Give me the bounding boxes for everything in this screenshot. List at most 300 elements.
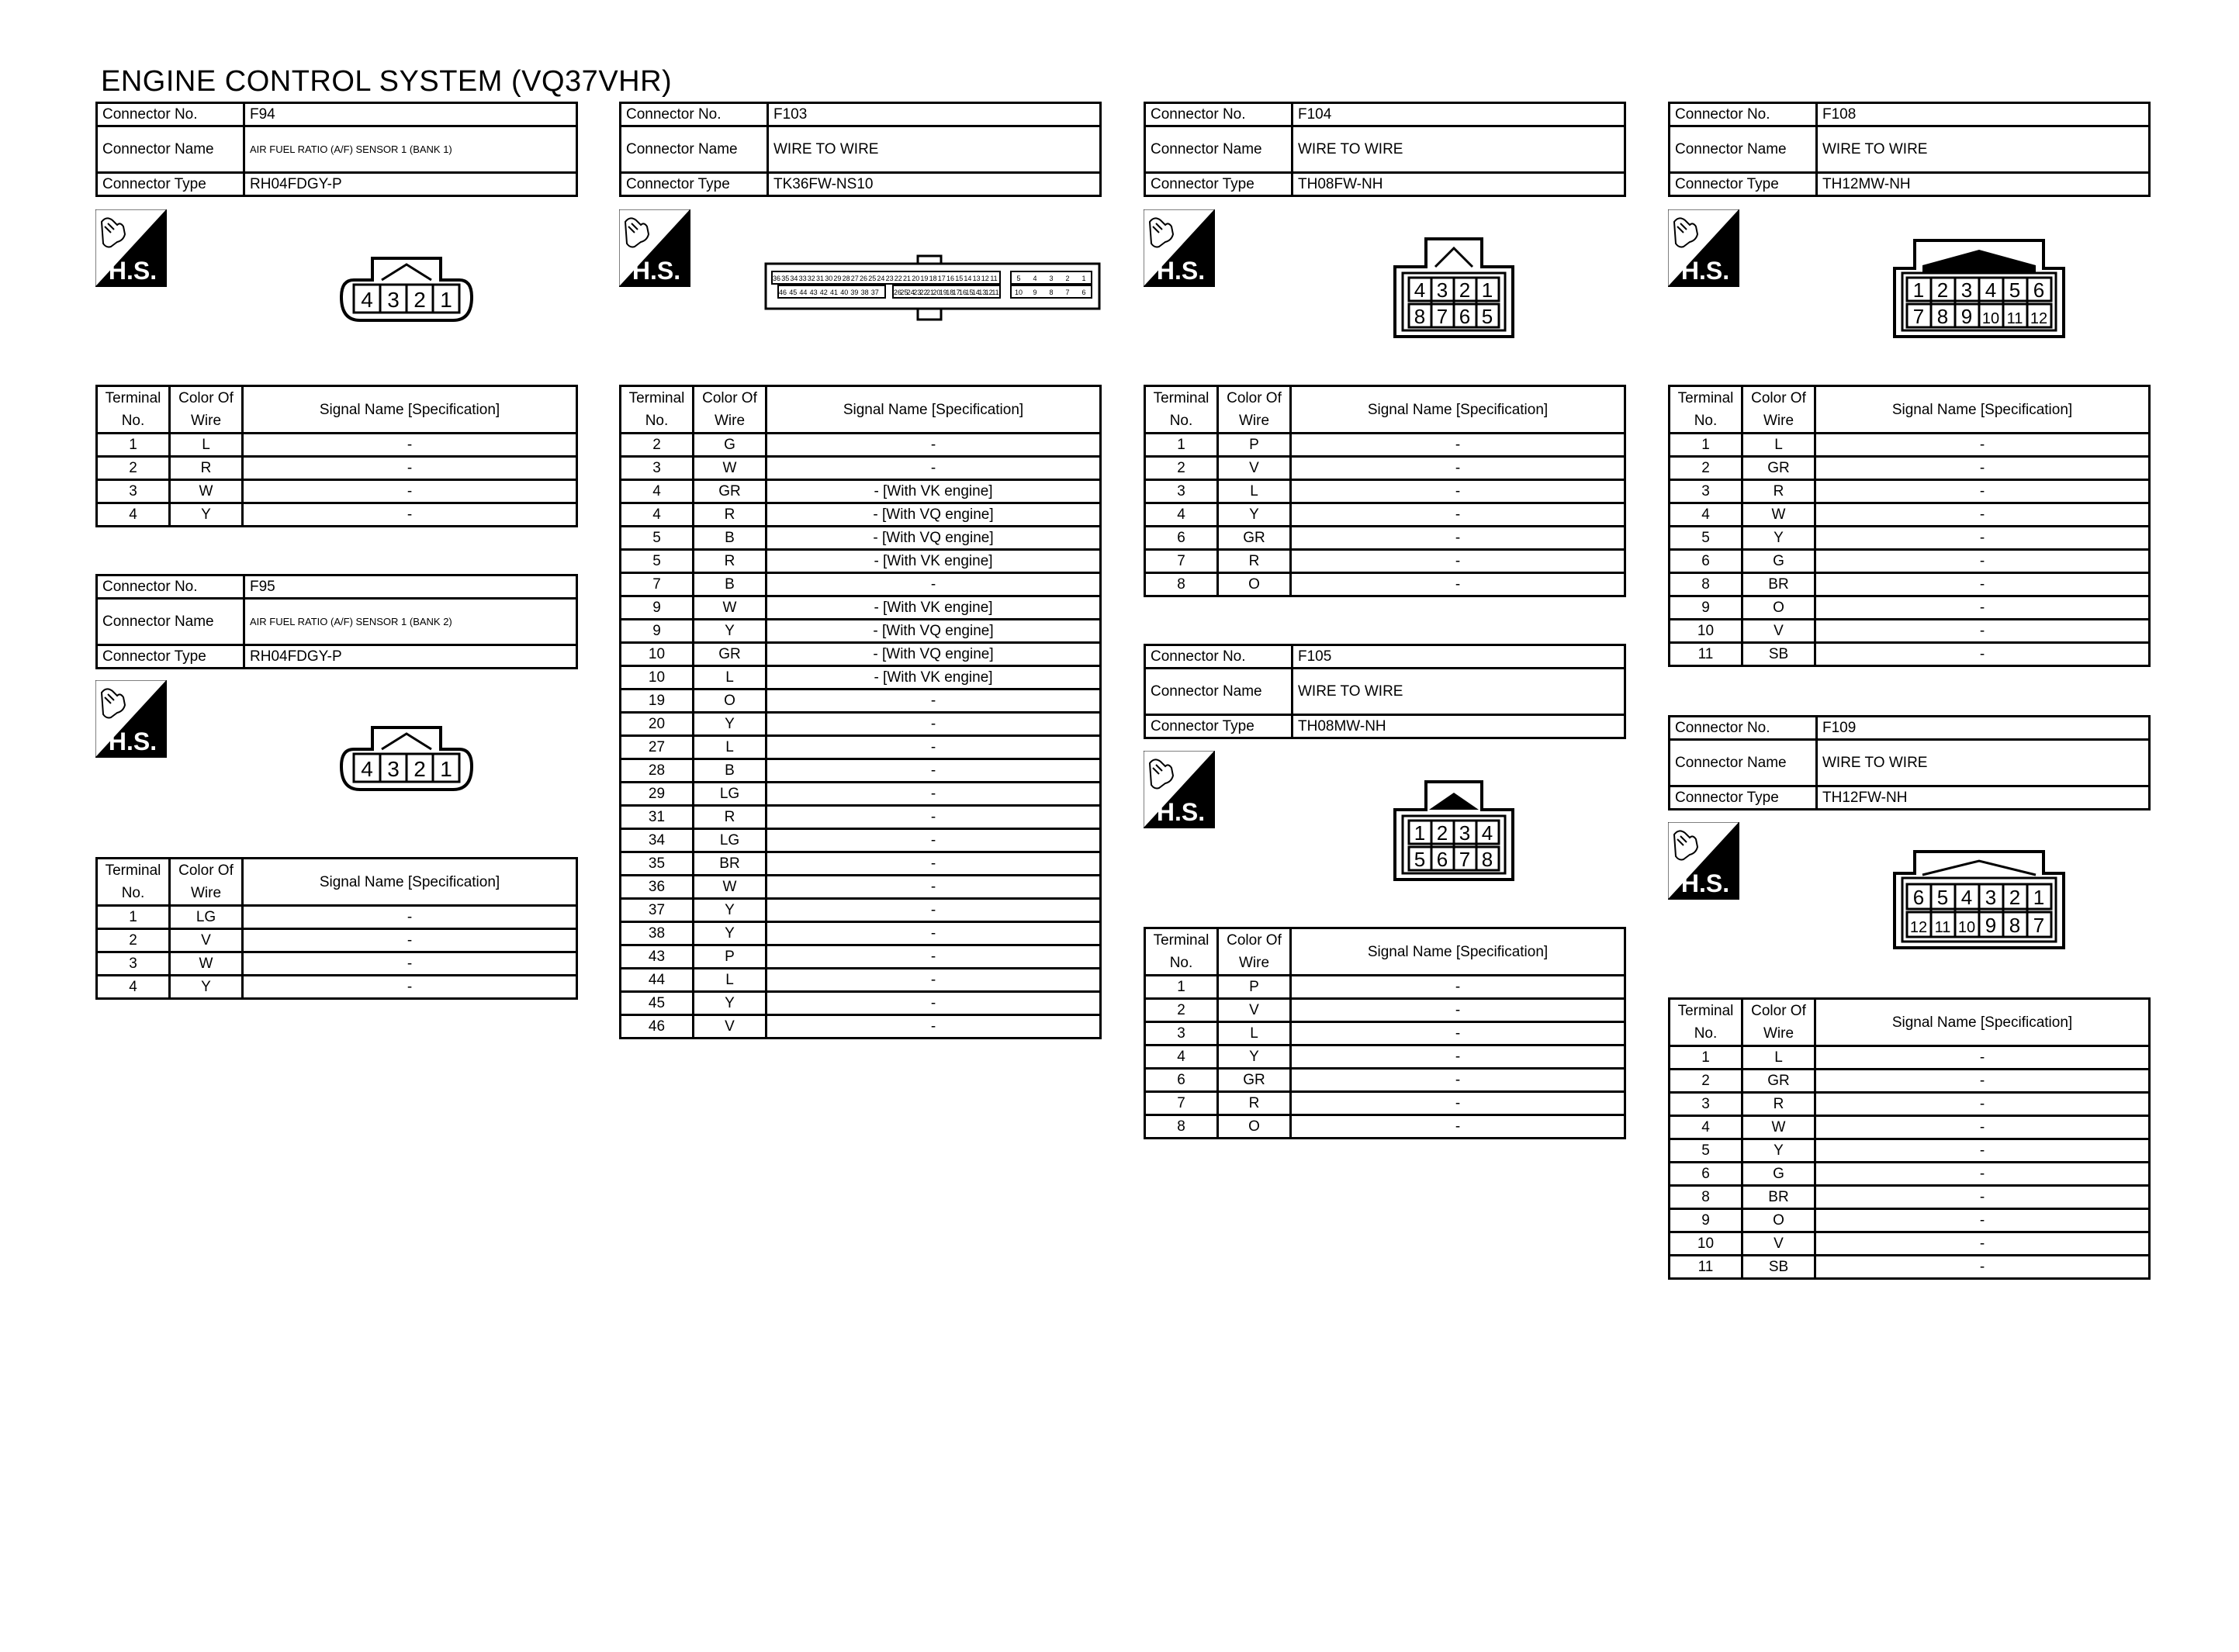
table-row	[1670, 1232, 2150, 1256]
terminal-no-cell: 11	[1670, 1256, 1742, 1279]
signal-name-cell: -	[767, 573, 1101, 596]
hs-label: H.S.	[1680, 869, 1730, 897]
hs-harness-side-icon	[95, 680, 167, 758]
pin-label: 12	[985, 289, 993, 296]
pin-label: 16	[958, 289, 967, 296]
terminal-no-cell: 28	[621, 759, 694, 783]
terminal-no-cell: 8	[1670, 1186, 1742, 1209]
terminal-no-cell: 27	[621, 736, 694, 759]
signal-name-cell: -	[1815, 1209, 2150, 1232]
signal-name-cell: -	[1815, 1139, 2150, 1163]
table-row	[621, 573, 1101, 596]
terminal-no-cell: 6	[1670, 1163, 1742, 1186]
connector-face-f109	[1891, 848, 2067, 951]
pin-label: 26	[893, 289, 902, 296]
signal-name-cell: -	[767, 759, 1101, 783]
terminal-no-cell: 6	[1145, 527, 1218, 550]
pin-label: 22	[894, 275, 902, 282]
wire-color-cell: L	[1218, 1022, 1291, 1045]
pin-label: 13	[972, 275, 981, 282]
connector-info-f108	[1668, 102, 2151, 197]
label-connector-type: Connector Type	[1670, 173, 1817, 196]
pin-label: 25	[868, 275, 877, 282]
wire-color-cell: GR	[1218, 527, 1291, 550]
connector-info-f109	[1668, 715, 2151, 810]
pin-label: 11	[990, 275, 998, 282]
connector-no-value: F108	[1817, 103, 2150, 126]
table-row	[621, 457, 1101, 480]
header-color-of-wire: Color Of Wire	[1742, 386, 1815, 434]
hs-label: H.S.	[1156, 798, 1206, 826]
signal-name-cell: -	[1815, 620, 2150, 643]
terminal-no-cell: 3	[1145, 480, 1218, 503]
signal-name-cell: -	[767, 852, 1101, 876]
svg-text:5: 5	[1936, 886, 1949, 909]
wire-color-cell: B	[694, 527, 767, 550]
connector-no-value: F95	[244, 575, 577, 599]
svg-text:11: 11	[1934, 919, 1951, 936]
terminal-no-cell: 9	[1670, 1209, 1742, 1232]
signal-name-cell: -	[1815, 596, 2150, 620]
connector-face-f105	[1392, 779, 1516, 883]
pin-label: 2	[414, 757, 426, 781]
header-signal-name: Signal Name [Specification]	[1815, 999, 2150, 1046]
wire-color-cell: SB	[1742, 643, 1815, 666]
terminal-no-cell: 3	[621, 457, 694, 480]
wire-color-cell: Y	[1218, 1045, 1291, 1069]
terminal-no-cell: 9	[621, 620, 694, 643]
wire-color-cell: W	[694, 596, 767, 620]
pin-label: 16	[946, 275, 955, 282]
wire-color-cell: V	[1742, 1232, 1815, 1256]
signal-name-cell: -	[767, 945, 1101, 969]
wire-color-cell: SB	[1742, 1256, 1815, 1279]
header-signal-name: Signal Name [Specification]	[243, 386, 577, 434]
table-row	[1145, 573, 1625, 596]
terminal-no-cell: 5	[621, 550, 694, 573]
connector-type-value: TH08MW-NH	[1293, 715, 1625, 738]
label-connector-no: Connector No.	[1145, 645, 1293, 669]
page-title: ENGINE CONTROL SYSTEM (VQ37VHR)	[101, 65, 673, 98]
svg-text:7: 7	[1436, 305, 1448, 328]
table-row	[1670, 1163, 2150, 1186]
table-row: 1 LG -	[97, 906, 577, 929]
connector-face-f94	[338, 252, 475, 327]
pin-label: 39	[850, 289, 859, 296]
terminal-no-cell: 3	[1670, 1093, 1742, 1116]
header-color-of-wire: Color Of Wire	[1742, 999, 1815, 1046]
svg-text:9: 9	[1985, 914, 1997, 937]
svg-text:8: 8	[1414, 305, 1426, 328]
terminal-no-cell: 10	[621, 643, 694, 666]
terminal-no-cell: 3	[1670, 480, 1742, 503]
header-signal-name: Signal Name [Specification]	[767, 386, 1101, 434]
wire-color-cell: Y	[694, 899, 767, 922]
signal-name-cell: -	[1815, 573, 2150, 596]
table-row	[1670, 550, 2150, 573]
table-row: 4 Y -	[97, 976, 577, 999]
signal-name-cell: -	[1815, 1093, 2150, 1116]
wire-color-cell: Y	[694, 713, 767, 736]
signal-name-cell: -	[1815, 550, 2150, 573]
pin-label: 15	[955, 275, 964, 282]
signal-name-cell: -	[767, 434, 1101, 457]
signal-name-cell: -	[1815, 457, 2150, 480]
svg-text:4: 4	[1481, 821, 1493, 845]
signal-name-cell: -	[1291, 550, 1625, 573]
table-row	[621, 852, 1101, 876]
terminal-no-cell: 5	[1670, 1139, 1742, 1163]
signal-name-cell: -	[1291, 976, 1625, 999]
terminal-no-cell: 2	[1670, 457, 1742, 480]
table-row	[621, 899, 1101, 922]
pin-label: 30	[825, 275, 833, 282]
wire-color-cell: L	[1742, 1046, 1815, 1070]
connector-type-value: RH04FDGY-P	[244, 645, 577, 669]
pin-label: 12	[981, 275, 989, 282]
connector-face-f104	[1392, 236, 1516, 340]
connector-face-f95	[338, 721, 475, 796]
wire-color-cell: R	[1742, 480, 1815, 503]
wire-color-cell: W	[694, 457, 767, 480]
pin-label: 9	[1033, 289, 1037, 296]
signal-name-cell: -	[767, 876, 1101, 899]
header-signal-name: Signal Name [Specification]	[1815, 386, 2150, 434]
wire-color-cell: LG	[694, 783, 767, 806]
pin-label: 20	[912, 275, 920, 282]
pin-label: 24	[906, 289, 915, 296]
header-color-of-wire: Color Of Wire	[170, 386, 243, 434]
header-terminal-no: Terminal No.	[1670, 999, 1742, 1046]
header-signal-name: Signal Name [Specification]	[243, 859, 577, 906]
pin-label: 18	[946, 289, 954, 296]
connector-info-f95	[95, 574, 578, 669]
signal-name-cell: -	[1815, 503, 2150, 527]
wire-color-cell: V	[694, 1015, 767, 1039]
terminal-no-cell: 4	[1670, 503, 1742, 527]
label-connector-no: Connector No.	[97, 103, 244, 126]
connector-info-f94	[95, 102, 578, 197]
wire-color-cell: Y	[694, 620, 767, 643]
signal-name-cell: -	[767, 829, 1101, 852]
table-row	[1670, 1139, 2150, 1163]
signal-name-cell: -	[1291, 1045, 1625, 1069]
svg-text:6: 6	[1912, 886, 1925, 909]
connector-type-value: TH12MW-NH	[1817, 173, 2150, 196]
wire-color-cell: GR	[1742, 457, 1815, 480]
pin-label: 23	[913, 289, 922, 296]
terminal-no-cell: 2	[621, 434, 694, 457]
table-row	[1670, 1209, 2150, 1232]
wire-color-cell: V	[1218, 457, 1291, 480]
terminal-no-cell: 19	[621, 689, 694, 713]
table-row	[1670, 527, 2150, 550]
hs-label: H.S.	[108, 257, 157, 285]
table-row	[621, 550, 1101, 573]
header-terminal-no: Terminal No.	[97, 386, 170, 434]
signal-name-cell: -	[1815, 1256, 2150, 1279]
hs-harness-side-icon	[1668, 209, 1739, 287]
connector-name-value: AIR FUEL RATIO (A/F) SENSOR 1 (BANK 1)	[244, 126, 577, 173]
table-row	[621, 806, 1101, 829]
signal-name-cell: -	[767, 969, 1101, 992]
terminal-no-cell: 4	[1670, 1116, 1742, 1139]
wire-color-cell: Y	[694, 922, 767, 945]
signal-name-cell: -	[767, 899, 1101, 922]
wire-color-cell: G	[694, 434, 767, 457]
signal-name-cell: -	[1815, 1046, 2150, 1070]
connector-name-value: WIRE TO WIRE	[1293, 669, 1625, 715]
terminal-no-cell: 1	[1670, 434, 1742, 457]
svg-text:1: 1	[2033, 886, 2045, 909]
terminal-no-cell: 43	[621, 945, 694, 969]
table-row	[621, 620, 1101, 643]
signal-name-cell: - [With VK engine]	[767, 666, 1101, 689]
wire-color-cell: LG	[694, 829, 767, 852]
svg-text:6: 6	[1459, 305, 1471, 328]
terminal-table-f104	[1144, 385, 1626, 597]
wire-color-cell: L	[1218, 480, 1291, 503]
connector-info-f105	[1144, 644, 1626, 739]
connector-info-f104	[1144, 102, 1626, 197]
terminal-no-cell: 34	[621, 829, 694, 852]
table-row	[1670, 1116, 2150, 1139]
label-connector-type: Connector Type	[1145, 173, 1293, 196]
wire-color-cell: G	[1742, 1163, 1815, 1186]
hs-label: H.S.	[632, 257, 681, 285]
wire-color-cell: B	[694, 573, 767, 596]
pin-label: 2	[1065, 275, 1070, 282]
terminal-no-cell: 10	[1670, 1232, 1742, 1256]
terminal-table-f103	[619, 385, 1102, 1039]
pin-label: 45	[789, 289, 798, 296]
terminal-no-cell: 1	[1145, 976, 1218, 999]
terminal-no-cell: 5	[1670, 527, 1742, 550]
terminal-table-f94	[95, 385, 578, 527]
pin-label: 7	[1065, 289, 1070, 296]
pin-label: 42	[819, 289, 828, 296]
wire-color-cell: L	[694, 666, 767, 689]
pin-label: 22	[919, 289, 928, 296]
signal-name-cell: -	[1291, 457, 1625, 480]
signal-name-cell: - [With VQ engine]	[767, 503, 1101, 527]
table-row	[1670, 1186, 2150, 1209]
svg-text:2: 2	[1936, 278, 1949, 302]
signal-name-cell: -	[1291, 573, 1625, 596]
pin-label: 3	[387, 288, 400, 312]
pin-label: 21	[902, 275, 912, 282]
header-terminal-no: Terminal No.	[1145, 386, 1218, 434]
hs-label: H.S.	[1156, 257, 1206, 285]
terminal-no-cell: 3	[1145, 1022, 1218, 1045]
terminal-no-cell: 2	[1670, 1070, 1742, 1093]
terminal-no-cell: 20	[621, 713, 694, 736]
wire-color-cell: R	[1218, 1092, 1291, 1115]
terminal-table-f105	[1144, 927, 1626, 1139]
terminal-no-cell: 31	[621, 806, 694, 829]
signal-name-cell: -	[1815, 643, 2150, 666]
hs-harness-side-icon	[1144, 209, 1215, 287]
wire-color-cell: L	[1742, 434, 1815, 457]
svg-text:5: 5	[2009, 278, 2021, 302]
connector-type-value: TH12FW-NH	[1817, 786, 2150, 810]
signal-name-cell: -	[767, 783, 1101, 806]
pin-label: 13	[978, 289, 987, 296]
signal-name-cell: -	[1815, 1116, 2150, 1139]
table-row	[621, 945, 1101, 969]
wire-color-cell: P	[1218, 976, 1291, 999]
terminal-no-cell: 45	[621, 992, 694, 1015]
connector-no-value: F109	[1817, 717, 2150, 740]
header-terminal-no: Terminal No.	[621, 386, 694, 434]
header-color-of-wire: Color Of Wire	[694, 386, 767, 434]
pin-label: 11	[991, 289, 999, 296]
wire-color-cell: Y	[1218, 503, 1291, 527]
terminal-table-f108	[1668, 385, 2151, 667]
pin-label: 6	[1081, 289, 1086, 296]
label-connector-type: Connector Type	[1670, 786, 1817, 810]
wire-color-cell: B	[694, 759, 767, 783]
pin-label: 21	[926, 289, 935, 296]
terminal-no-cell: 4	[621, 503, 694, 527]
pin-label: 14	[964, 275, 972, 282]
table-row	[621, 713, 1101, 736]
table-row: 2 R -	[97, 457, 577, 480]
pin-label: 17	[952, 289, 960, 296]
signal-name-cell: -	[1291, 503, 1625, 527]
wire-color-cell: O	[1218, 1115, 1291, 1139]
terminal-no-cell: 35	[621, 852, 694, 876]
wire-color-cell: L	[694, 969, 767, 992]
wire-color-cell: BR	[1742, 573, 1815, 596]
terminal-no-cell: 4	[1145, 503, 1218, 527]
label-connector-name: Connector Name	[1670, 740, 1817, 786]
terminal-no-cell: 10	[1670, 620, 1742, 643]
signal-name-cell: -	[1815, 434, 2150, 457]
pin-label: 3	[1049, 275, 1054, 282]
pin-label: 2	[414, 288, 426, 312]
table-row	[621, 1015, 1101, 1039]
svg-text:2: 2	[1436, 821, 1448, 845]
table-row	[1670, 643, 2150, 666]
svg-text:12: 12	[2030, 310, 2048, 327]
connector-name-value: AIR FUEL RATIO (A/F) SENSOR 1 (BANK 2)	[244, 599, 577, 645]
svg-text:3: 3	[1960, 278, 1973, 302]
table-row	[1145, 434, 1625, 457]
hs-harness-side-icon	[1144, 751, 1215, 828]
header-signal-name: Signal Name [Specification]	[1291, 386, 1625, 434]
signal-name-cell: -	[767, 806, 1101, 829]
connector-type-value: TH08FW-NH	[1293, 173, 1625, 196]
table-row	[621, 759, 1101, 783]
pin-label: 41	[829, 289, 839, 296]
table-row	[1145, 976, 1625, 999]
svg-text:1: 1	[1912, 278, 1925, 302]
svg-text:3: 3	[1459, 821, 1471, 845]
table-row	[1670, 573, 2150, 596]
svg-text:5: 5	[1414, 848, 1426, 871]
signal-name-cell: -	[1815, 1232, 2150, 1256]
pin-label: 4	[361, 757, 373, 781]
label-connector-name: Connector Name	[621, 126, 768, 173]
label-connector-type: Connector Type	[97, 645, 244, 669]
pin-label: 32	[807, 275, 815, 282]
signal-name-cell: -	[1291, 527, 1625, 550]
svg-text:1: 1	[1414, 821, 1426, 845]
wire-color-cell: GR	[694, 643, 767, 666]
table-row	[621, 666, 1101, 689]
terminal-no-cell: 37	[621, 899, 694, 922]
wire-color-cell: BR	[694, 852, 767, 876]
wire-color-cell: O	[694, 689, 767, 713]
pin-label: 36	[772, 275, 781, 282]
pin-label: 29	[833, 275, 842, 282]
wire-color-cell: L	[694, 736, 767, 759]
terminal-table-f95	[95, 857, 578, 1000]
pin-label: 1	[440, 288, 452, 312]
pin-label: 25	[900, 289, 908, 296]
table-row	[1670, 596, 2150, 620]
signal-name-cell: - [With VK engine]	[767, 480, 1101, 503]
table-row	[621, 689, 1101, 713]
pin-label: 38	[860, 289, 869, 296]
terminal-no-cell: 9	[1670, 596, 1742, 620]
svg-text:1: 1	[1481, 278, 1493, 302]
pin-label: 27	[850, 275, 859, 282]
table-row	[1670, 1093, 2150, 1116]
pin-label: 19	[939, 289, 947, 296]
table-row	[1145, 527, 1625, 550]
signal-name-cell: -	[767, 713, 1101, 736]
table-row	[621, 783, 1101, 806]
table-row: 1 L -	[97, 434, 577, 457]
svg-text:8: 8	[2009, 914, 2021, 937]
header-terminal-no: Terminal No.	[1145, 928, 1218, 976]
connector-face-f103	[764, 254, 1101, 324]
table-row	[1145, 480, 1625, 503]
connector-name-value: WIRE TO WIRE	[1817, 740, 2150, 786]
table-row	[621, 527, 1101, 550]
terminal-no-cell: 6	[1145, 1069, 1218, 1092]
pin-label: 3	[387, 757, 400, 781]
label-connector-no: Connector No.	[1145, 103, 1293, 126]
terminal-no-cell: 11	[1670, 643, 1742, 666]
signal-name-cell: -	[1815, 480, 2150, 503]
signal-name-cell: - [With VK engine]	[767, 596, 1101, 620]
terminal-no-cell: 5	[621, 527, 694, 550]
terminal-no-cell: 4	[1145, 1045, 1218, 1069]
signal-name-cell: -	[767, 736, 1101, 759]
pin-label: 17	[937, 275, 946, 282]
table-row	[1670, 434, 2150, 457]
table-row	[1145, 457, 1625, 480]
table-row	[1145, 1115, 1625, 1139]
wire-color-cell: W	[1742, 1116, 1815, 1139]
terminal-no-cell: 7	[621, 573, 694, 596]
pin-label: 14	[971, 289, 980, 296]
hs-label: H.S.	[1680, 257, 1730, 285]
label-connector-name: Connector Name	[97, 599, 244, 645]
svg-text:12: 12	[1909, 919, 1928, 936]
table-row	[621, 829, 1101, 852]
connector-no-value: F94	[244, 103, 577, 126]
pin-label: 26	[859, 275, 868, 282]
pin-label: 31	[815, 275, 825, 282]
signal-name-cell: - [With VQ engine]	[767, 643, 1101, 666]
table-row	[1670, 480, 2150, 503]
svg-text:6: 6	[2033, 278, 2045, 302]
table-row	[621, 736, 1101, 759]
